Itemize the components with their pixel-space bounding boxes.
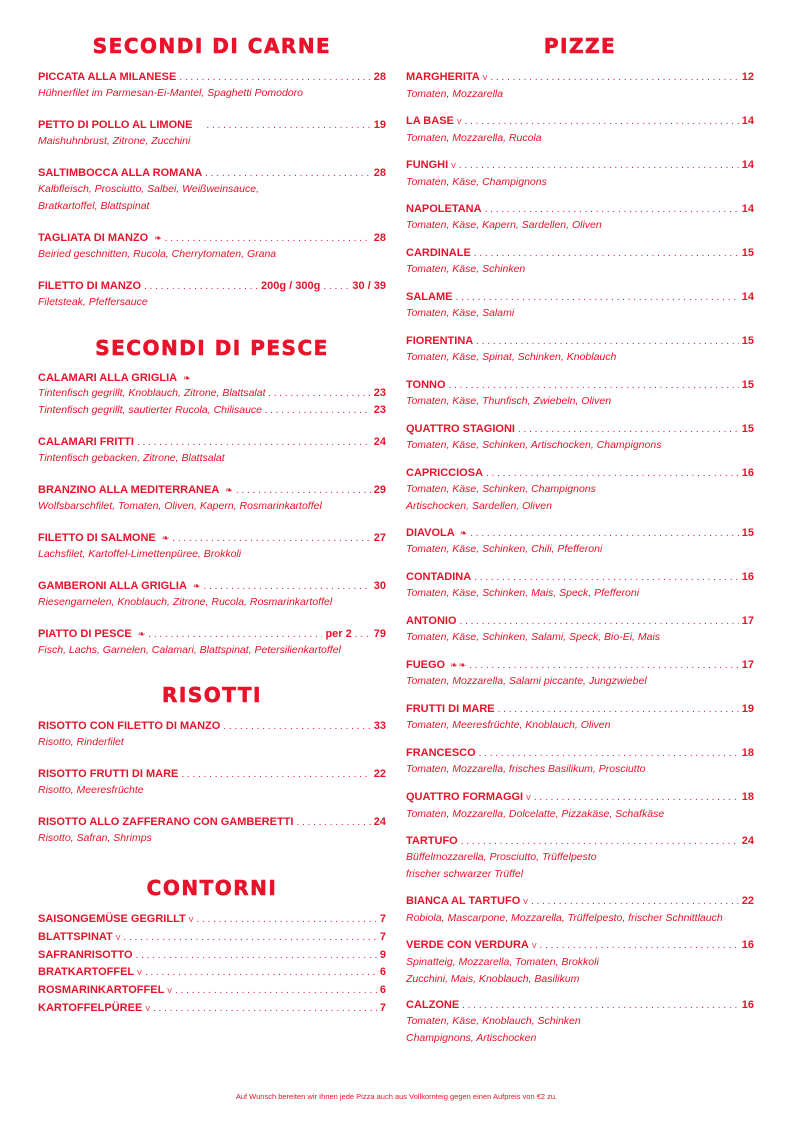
side-dish-name: KARTOFFELPÜREE xyxy=(38,1002,143,1014)
pizza-name: CAPRICCIOSA xyxy=(406,467,484,479)
menu-item xyxy=(38,166,386,215)
pizza-description: Büffelmozzarella, Prosciutto, Trüffelpesto xyxy=(406,851,597,863)
vegetarian-mark: V xyxy=(523,899,528,906)
pizza-name: BIANCA AL TARTUFO xyxy=(406,895,521,907)
pizza-description: Tomaten, Käse, Spinat, Schinken, Knoblauch xyxy=(406,351,617,363)
grill-leaf-icon: ❧ xyxy=(154,233,162,243)
pizza-description: Tomaten, Meeresfrüchte, Knoblauch, Oliven xyxy=(406,719,611,731)
side-dish-price: 7 xyxy=(379,1002,386,1014)
pizza-name: CONTADINA xyxy=(406,571,472,583)
section-title: SECONDI DI CARNE xyxy=(92,34,332,58)
side-dish-list xyxy=(38,911,386,1018)
dish-description: Hühnerfilet im Parmesan-Ei-Mantel, Spaghetti Pomodoro xyxy=(38,87,303,99)
pizza-description: Tomaten, Käse, Champignons xyxy=(406,176,547,188)
dish-name: PICCATA ALLA MILANESE xyxy=(38,71,177,83)
pizza-price: 15 xyxy=(741,379,754,391)
pizza-price: 24 xyxy=(741,835,754,847)
dish-price: 27 xyxy=(373,532,386,544)
side-dish-price: 9 xyxy=(379,949,386,961)
pizza-name: NAPOLETANA xyxy=(406,203,482,215)
dish-name: RISOTTO CON FILETTO DI MANZO xyxy=(38,720,221,732)
pizza-description: Spinatteig, Mozzarella, Tomaten, Brokkoli xyxy=(406,956,599,968)
pizza-description: Zucchini, Mais, Knoblauch, Basilikum xyxy=(406,973,580,985)
dish-weights: 200g / 300g xyxy=(261,280,321,292)
menu-item xyxy=(38,815,386,847)
pizza-description: Tomaten, Käse, Schinken, Champignons xyxy=(406,483,596,495)
pizza-item xyxy=(406,526,754,558)
pizza-item xyxy=(406,658,754,690)
pizza-name: VERDE CON VERDURA xyxy=(406,939,529,951)
pizza-item xyxy=(406,894,754,927)
vegetarian-mark: V xyxy=(145,1006,150,1013)
menu-item xyxy=(38,118,386,150)
side-dish-price: 6 xyxy=(379,984,386,996)
dish-name: PIATTO DI PESCE xyxy=(38,628,132,640)
pizza-item xyxy=(406,70,754,103)
pizza-description: Tomaten, Mozzarella xyxy=(406,88,504,100)
dish-description: Risotto, Meeresfrüchte xyxy=(38,784,144,796)
dish-name: SALTIMBOCCA ALLA ROMANA xyxy=(38,167,203,179)
dish-price: 29 xyxy=(373,484,386,496)
vegetarian-mark: V xyxy=(531,943,537,950)
pizza-name: FUNGHI xyxy=(406,159,449,171)
dish-name: FILETTO DI MANZO xyxy=(38,280,142,292)
pizza-description: Champignons, Artischocken xyxy=(406,1032,537,1044)
pizza-name: TONNO xyxy=(406,379,446,391)
pizza-price: 16 xyxy=(741,999,754,1011)
dish-name: TAGLIATA DI MANZO xyxy=(38,232,149,244)
dish-price: 23 xyxy=(373,404,386,416)
pizza-item xyxy=(406,938,754,988)
grill-leaf-icon: ❧ xyxy=(225,485,233,495)
menu-item xyxy=(38,531,386,563)
dish-price: 24 xyxy=(373,816,386,828)
pizza-description: Tomaten, Käse, Thunfisch, Zwiebeln, Oliven xyxy=(406,395,612,407)
pizza-name: FRUTTI DI MARE xyxy=(406,703,495,715)
dish-variant: Tintenfisch gegrillt, sautierter Rucola, Chilisauce xyxy=(38,404,263,416)
menu-item xyxy=(38,719,386,751)
dish-price: 33 xyxy=(373,720,386,732)
vegetarian-mark: V xyxy=(451,163,456,170)
pizza-price: 18 xyxy=(741,791,754,803)
pizza-item xyxy=(406,746,754,778)
menu-item xyxy=(38,435,386,467)
dish-description: Maishuhnbrust, Zitrone, Zucchini xyxy=(38,135,191,147)
pizza-price: 18 xyxy=(741,747,754,759)
pizza-price: 15 xyxy=(741,247,754,259)
side-dish-name: ROSMARINKARTOFFEL xyxy=(38,984,165,996)
side-dish-price: 7 xyxy=(379,913,386,925)
dish-description: Kalbfleisch, Prosciutto, Salbei, Weißweinsauce, xyxy=(38,183,259,195)
vegetarian-mark: V xyxy=(137,970,142,977)
dish-name: FILETTO DI SALMONE xyxy=(38,532,156,544)
dish-description: Tintenfisch gebacken, Zitrone, Blattsalat xyxy=(38,452,225,464)
pizza-price: 17 xyxy=(741,615,754,627)
pizza-price: 22 xyxy=(741,895,754,907)
pizza-price: 19 xyxy=(741,703,754,715)
dish-price: 30 xyxy=(373,580,386,592)
section-title: PIZZE xyxy=(543,34,617,58)
dish-price: 23 xyxy=(373,387,386,399)
pizza-description: Tomaten, Mozzarella, Dolcelatte, Pizzakäse, Schafkäse xyxy=(406,808,665,820)
pizza-price: 14 xyxy=(741,291,754,303)
pizza-item xyxy=(406,290,754,322)
dish-price: 22 xyxy=(373,768,386,780)
pizza-name: TARTUFO xyxy=(406,835,458,847)
pizza-description: Tomaten, Käse, Schinken, Mais, Speck, Pfefferoni xyxy=(406,587,640,599)
pizza-description: Tomaten, Mozzarella, frisches Basilikum, Prosciutto xyxy=(406,763,646,775)
menu-item xyxy=(38,371,386,419)
vegetarian-mark: V xyxy=(167,988,172,995)
menu-item xyxy=(38,70,386,102)
pizza-name: DIAVOLA xyxy=(406,527,455,539)
dish-description: Filetsteak, Pfeffersauce xyxy=(38,296,148,308)
side-dish-name: SAFRANRISOTTO xyxy=(38,949,133,961)
dish-name: PETTO DI POLLO AL LIMONE xyxy=(38,119,193,131)
side-dish-price: 6 xyxy=(379,966,386,978)
menu-item xyxy=(38,579,386,611)
pizza-description: Tomaten, Käse, Kapern, Sardellen, Oliven xyxy=(406,219,602,231)
pizza-item xyxy=(406,570,754,602)
pizza-item xyxy=(406,378,754,410)
grill-leaf-icon: ❧ xyxy=(183,373,191,383)
pizza-price: 14 xyxy=(741,115,754,127)
pizza-name: LA BASE xyxy=(406,115,454,127)
chili-icon: ❧ xyxy=(458,660,467,670)
pizza-item xyxy=(406,158,754,191)
pizza-item xyxy=(406,246,754,278)
pizza-description: Robiola, Mascarpone, Mozzarella, Trüffelpesto, frischer Schnittlauch xyxy=(406,912,723,924)
menu-item xyxy=(38,231,386,263)
vegetarian-mark: V xyxy=(188,917,194,924)
dish-description: Beiried geschnitten, Rucola, Cherrytomaten, Grana xyxy=(38,248,277,260)
vegetarian-mark: V xyxy=(482,75,488,82)
grill-leaf-icon: ❧ xyxy=(161,533,170,543)
dish-price: 30 / 39 xyxy=(352,280,386,292)
pizza-item xyxy=(406,334,754,366)
dish-price: 28 xyxy=(373,232,386,244)
pizza-description: Tomaten, Käse, Schinken, Chili, Pfefferoni xyxy=(406,543,603,555)
pizza-name: QUATTRO FORMAGGI xyxy=(406,791,524,803)
pizza-item xyxy=(406,422,754,454)
grill-leaf-icon: ❧ xyxy=(192,581,201,591)
pizza-name: ANTONIO xyxy=(406,615,457,627)
pizza-price: 15 xyxy=(741,335,754,347)
pizza-description: Tomaten, Käse, Schinken, Artischocken, Champignons xyxy=(406,439,662,451)
dish-description: Bratkartoffel, Blattspinat xyxy=(38,200,150,212)
dish-description: Wolfsbarschfilet, Tomaten, Oliven, Kapern, Rosmarinkartoffel xyxy=(38,500,322,512)
chili-icon: ❧ xyxy=(450,660,458,670)
pizza-name: MARGHERITA xyxy=(406,71,480,83)
vegetarian-mark: V xyxy=(456,119,462,126)
section-title: SECONDI DI PESCE xyxy=(95,336,329,360)
pizza-name: FUEGO xyxy=(406,659,446,671)
dish-name: BRANZINO ALLA MEDITERRANEA xyxy=(38,484,220,496)
pizza-name: CARDINALE xyxy=(406,247,471,259)
pizza-price: 14 xyxy=(741,203,754,215)
pizza-name: SALAME xyxy=(406,291,453,303)
side-dish-name: BRATKARTOFFEL xyxy=(38,966,135,978)
pizza-price: 16 xyxy=(741,467,754,479)
dish-price: 19 xyxy=(373,119,386,131)
dish-description: Riesengarnelen, Knoblauch, Zitrone, Rucola, Rosmarinkartoffel xyxy=(38,596,333,608)
pizza-item xyxy=(406,114,754,147)
chili-icon: ❧ xyxy=(459,528,468,538)
pizza-description: Artischocken, Sardellen, Oliven xyxy=(406,500,552,512)
pizza-price: 16 xyxy=(741,571,754,583)
section-contorni xyxy=(38,876,386,900)
pizza-price: 14 xyxy=(741,159,754,171)
pizza-price: 12 xyxy=(741,71,754,83)
dish-name: CALAMARI FRITTI xyxy=(38,436,134,448)
pizza-item xyxy=(406,702,754,734)
pizza-name: FRANCESCO xyxy=(406,747,476,759)
section-title: CONTORNI xyxy=(146,876,278,900)
dish-name: CALAMARI ALLA GRIGLIA xyxy=(38,372,178,384)
pizza-item xyxy=(406,202,754,234)
dish-price: 28 xyxy=(373,167,386,179)
pizza-item xyxy=(406,614,754,646)
dish-price: 28 xyxy=(373,71,386,83)
dish-description: Fisch, Lachs, Garnelen, Calamari, Blattspinat, Petersilienkartoffel xyxy=(38,644,341,656)
dish-name: RISOTTO FRUTTI DI MARE xyxy=(38,768,179,780)
dish-name: GAMBERONI ALLA GRIGLIA xyxy=(38,580,187,592)
dish-description: Risotto, Rinderfilet xyxy=(38,736,124,748)
pizza-price: 15 xyxy=(741,527,754,539)
pizza-item xyxy=(406,834,754,883)
pizza-description: Tomaten, Mozzarella, Rucola xyxy=(406,132,542,144)
pizza-name: QUATTRO STAGIONI xyxy=(406,423,515,435)
section-pizze xyxy=(406,34,754,58)
dish-description: Risotto, Safran, Shrimps xyxy=(38,832,152,844)
menu-item xyxy=(38,767,386,799)
dish-variant: Tintenfisch gegrillt, Knoblauch, Zitrone, Blattsalat xyxy=(38,387,266,399)
menu-item xyxy=(38,627,386,659)
pizza-description: frischer schwarzer Trüffel xyxy=(406,868,524,880)
menu-item xyxy=(38,483,386,515)
pizza-description: Tomaten, Käse, Schinken xyxy=(406,263,526,275)
vegetarian-mark: V xyxy=(526,795,531,802)
vegetarian-mark: V xyxy=(115,935,121,942)
footer-note: Auf Wunsch bereiten wir Ihnen jede Pizza auch aus Vollkornteig gegen einen Aufpreis von €2 zu. xyxy=(235,1092,558,1101)
dish-portion: per 2 xyxy=(325,628,352,640)
pizza-description: Tomaten, Mozzarella, Salami piccante, Jungzwiebel xyxy=(406,675,647,687)
side-dish-name: SAISONGEMÜSE GEGRILLT xyxy=(38,913,186,925)
pizza-price: 15 xyxy=(741,423,754,435)
pizza-item xyxy=(406,998,754,1047)
menu-item xyxy=(38,279,386,311)
dish-description: Lachsfilet, Kartoffel-Limettenpüree, Brokkoli xyxy=(38,548,242,560)
pizza-description: Tomaten, Käse, Salami xyxy=(406,307,515,319)
section-secondi-pesce xyxy=(38,336,386,360)
dish-price: 79 xyxy=(373,628,386,640)
pizza-price: 16 xyxy=(741,939,754,951)
dish-name: RISOTTO ALLO ZAFFERANO CON GAMBERETTI xyxy=(38,816,294,828)
side-dish-price: 7 xyxy=(379,931,386,943)
grill-leaf-icon: ❧ xyxy=(137,629,146,639)
pizza-description: Tomaten, Käse, Knoblauch, Schinken xyxy=(406,1015,581,1027)
pizza-name: CALZONE xyxy=(406,999,460,1011)
pizza-item xyxy=(406,790,754,823)
section-title: RISOTTI xyxy=(162,683,262,707)
dish-price: 24 xyxy=(373,436,386,448)
side-dish-name: BLATTSPINAT xyxy=(38,931,113,943)
section-risotti xyxy=(38,683,386,707)
pizza-description: Tomaten, Käse, Schinken, Salami, Speck, Bio-Ei, Mais xyxy=(406,631,661,643)
section-secondi-carne xyxy=(38,34,386,58)
pizza-item xyxy=(406,466,754,515)
pizza-price: 17 xyxy=(741,659,754,671)
pizza-name: FIORENTINA xyxy=(406,335,474,347)
